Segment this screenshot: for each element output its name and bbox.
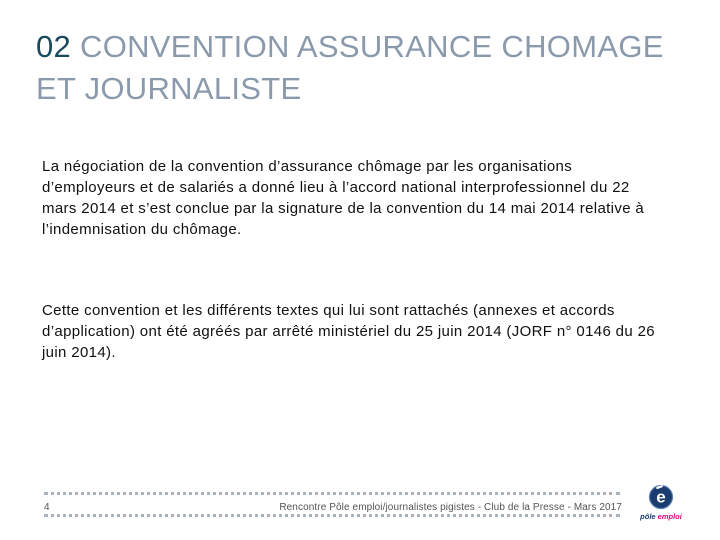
- logo-word-main: pôle: [640, 512, 658, 521]
- logo-wordmark: [636, 512, 686, 521]
- paragraph-2: Cette convention et les différents textes qui lui sont rattachés (annexes et accords d’application) ont été agréés par arrêté ministériel du 25 juin 2014 (JORF n° 0146 du 26 juin 2014).: [42, 302, 655, 361]
- logo-word-accent: emploi: [657, 512, 682, 521]
- title-number: 02: [36, 29, 72, 64]
- footer-text: Rencontre Pôle emploi/journalistes pigistes - Club de la Presse - Mars 2017: [279, 502, 622, 513]
- title-text: CONVENTION ASSURANCE CHOMAGE ET JOURNALISTE: [36, 29, 664, 106]
- svg-text:e: e: [656, 487, 666, 507]
- slide-title: [36, 26, 676, 110]
- footer-divider-bottom: [44, 514, 620, 517]
- footer-divider-top: [44, 492, 620, 495]
- pole-emploi-e-logo-icon: [634, 484, 688, 512]
- paragraph-1: La négociation de la convention d’assurance chômage par les organisations d’employeurs et de salariés a donné lieu à l’accord national interprofessionnel du 22 mars 2014 et s’est conclue par la signature de la convention du 14 mai 2014 relative à l’indemnisation du chômage.: [42, 158, 645, 238]
- pole-emploi-logo: [634, 484, 688, 524]
- page-number: 4: [44, 502, 50, 513]
